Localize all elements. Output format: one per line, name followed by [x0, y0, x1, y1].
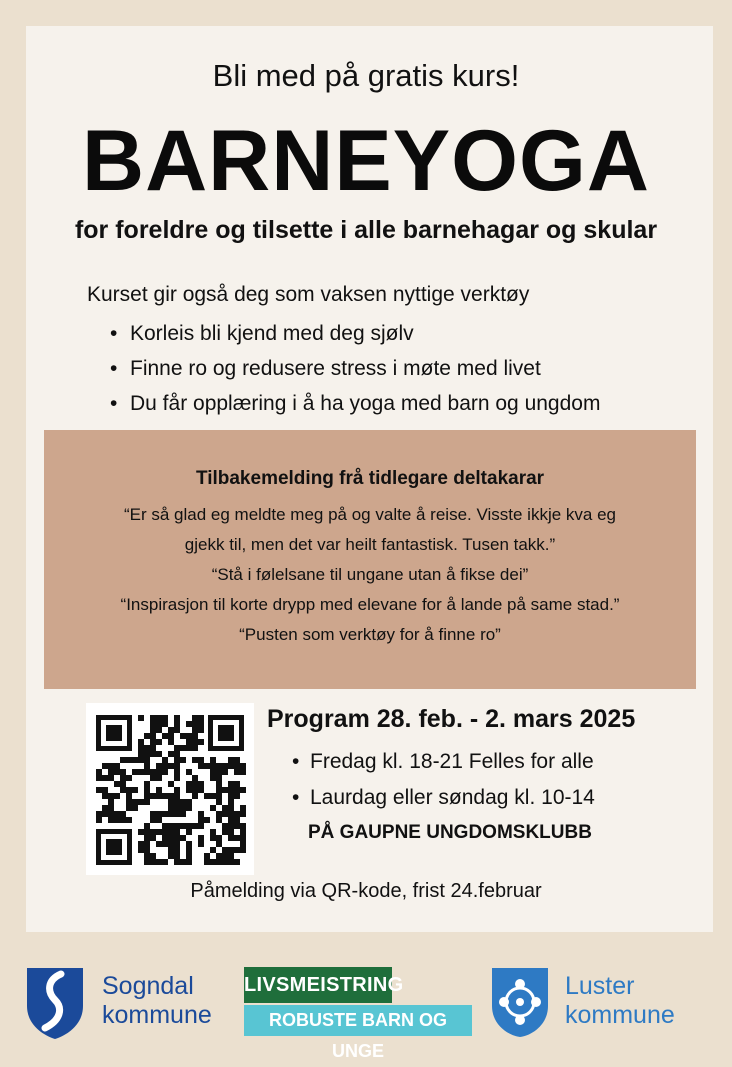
program-list — [292, 744, 595, 816]
quote-line: “Pusten som verktøy for å finne ro” — [239, 625, 501, 644]
quote-line: “Inspirasjon til korte drypp med elevane for å lande på same stad.” — [120, 595, 620, 614]
poster-subtitle: for foreldre og tilsette i alle barnehagar og skular — [74, 216, 658, 244]
quote-line: “Er så glad eg meldte meg på og valte å reise. Visste ikkje kva eg — [124, 505, 616, 524]
luster-line1: Luster — [565, 972, 635, 1000]
feedback-box — [44, 430, 696, 689]
feedback-heading: Tilbakemelding frå tidlegare deltakarar — [195, 468, 545, 489]
benefit-item: • Korleis bli kjend med deg sjølv — [110, 316, 600, 351]
luster-line2: kommune — [565, 1001, 675, 1029]
livsmeistring-logo: LIVSMEISTRING — [244, 967, 392, 1003]
benefit-item: • Du får opplæring i å ha yoga med barn og ungdom — [110, 386, 600, 421]
signup-text: Påmelding via QR-kode, frist 24.februar — [190, 880, 542, 902]
sogndal-line2: kommune — [102, 1001, 212, 1029]
tagline: Bli med på gratis kurs! — [212, 58, 520, 93]
poster-title: BARNEYOGA — [81, 113, 651, 209]
sogndal-coat-of-arms-icon — [25, 966, 85, 1040]
program-title: Program 28. feb. - 2. mars 2025 — [267, 705, 636, 733]
quote-line: “Stå i følelsane til ungane utan å fikse dei” — [211, 565, 529, 584]
qr-code-icon[interactable] — [86, 703, 254, 875]
sogndal-logo-text — [102, 972, 212, 1030]
program-item: • Fredag kl. 18-21 Felles for alle — [292, 744, 595, 780]
benefit-item: • Finne ro og redusere stress i møte med livet — [110, 351, 600, 386]
quote-line: gjekk til, men det var heilt fantastisk. Tusen takk.” — [184, 535, 556, 554]
benefits-list — [110, 316, 600, 421]
benefits-intro: Kurset gir også deg som vaksen nyttige verktøy — [87, 283, 530, 306]
sogndal-line1: Sogndal — [102, 972, 194, 1000]
robuste-barn-logo: ROBUSTE BARN OG UNGE — [244, 1005, 472, 1036]
program-item: • Laurdag eller søndag kl. 10-14 — [292, 780, 595, 816]
venue: PÅ GAUPNE UNGDOMSKLUBB — [308, 822, 592, 843]
luster-logo-text — [565, 972, 675, 1030]
feedback-quotes — [44, 500, 696, 650]
luster-coat-of-arms-icon — [490, 966, 550, 1038]
